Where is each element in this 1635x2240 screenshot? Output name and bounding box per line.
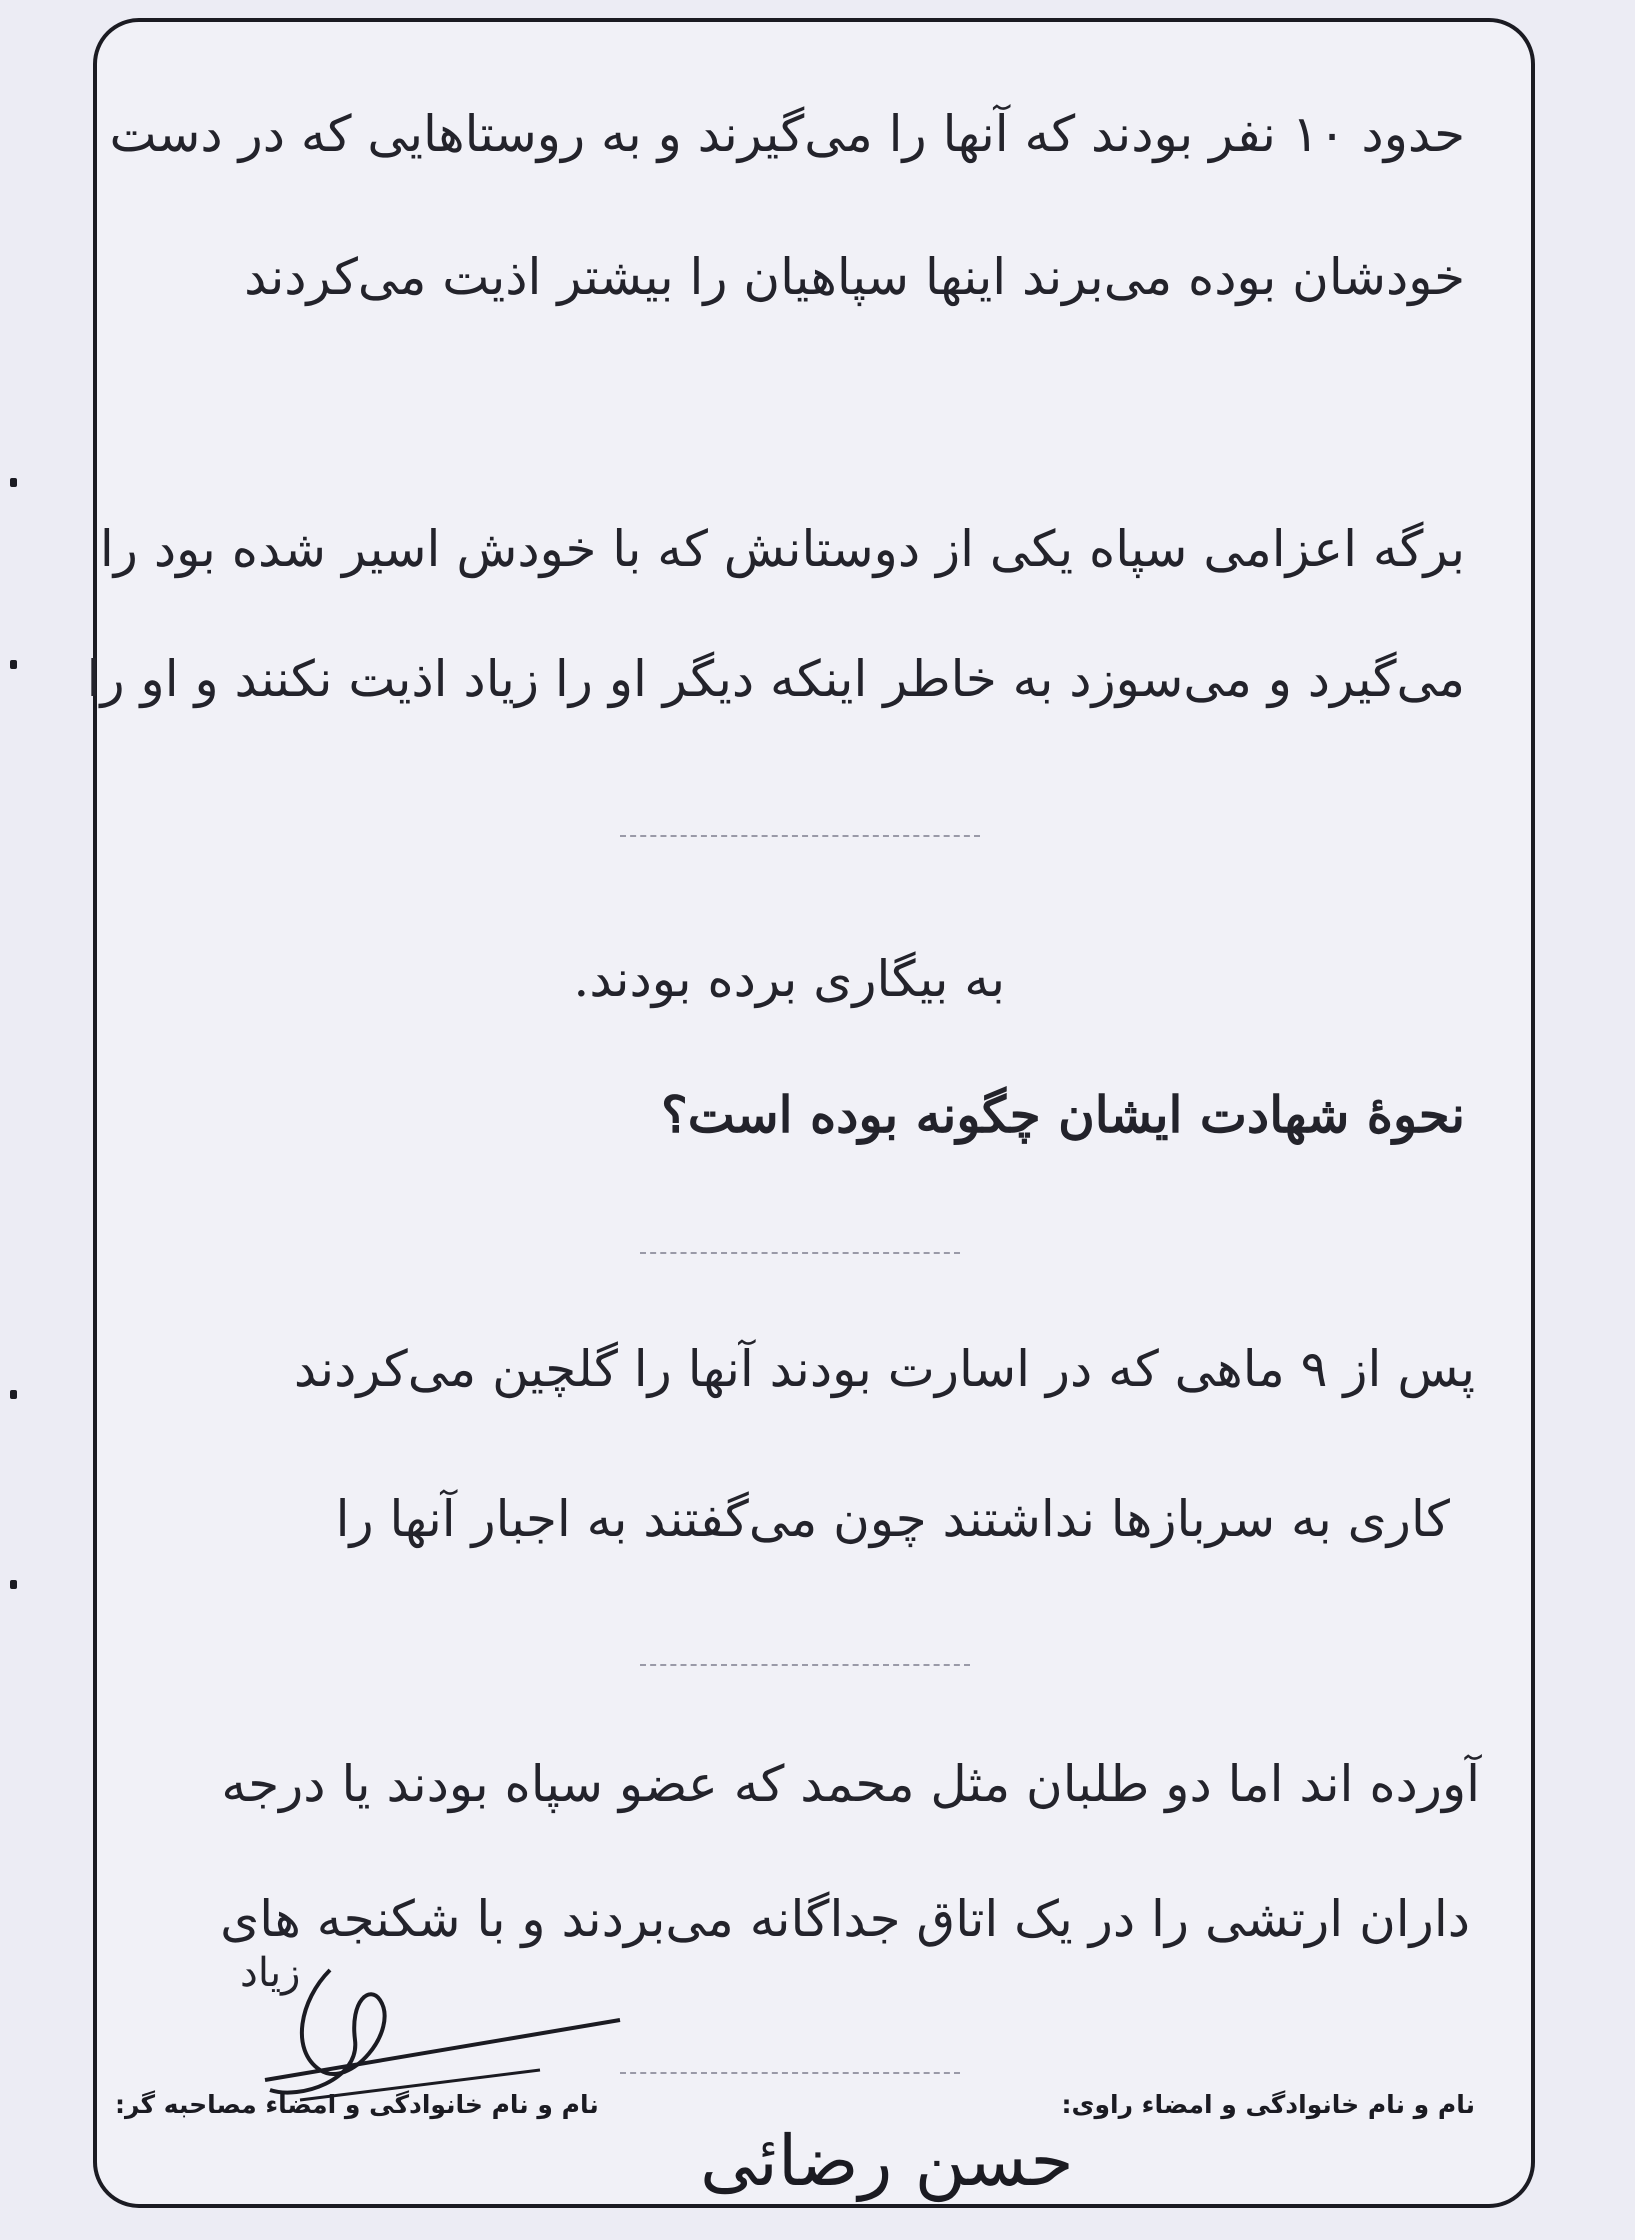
text-line-7: کاری به سربازها نداشتند چون می‌گفتند به اجبار آنها را [335,1490,1450,1548]
text-line-8: آورده اند اما دو طلبان مثل محمد که عضو سپاه بودند یا درجه [221,1755,1480,1813]
text-line-6: پس از ۹ ماهی که در اسارت بودند آنها را گلچین می‌کردند [293,1340,1475,1398]
margin-mark [10,660,17,669]
margin-mark [10,1580,17,1589]
divider-line [620,835,980,837]
margin-mark [10,478,17,487]
text-line-9: داران ارتشی را در یک اتاق جداگانه می‌بردند و با شکنجه های [220,1890,1470,1948]
text-line-5: به بیگاری برده بودند. [573,950,1005,1008]
interviewer-label: نام و نام خانوادگی و امضاء مصاحبه گر: [115,2090,599,2119]
question-heading: نحوهٔ شهادت ایشان چگونه بوده است؟ [661,1085,1465,1144]
interviewer-signature [260,1960,640,2120]
text-line-1: حدود ۱۰ نفر بودند که آنها را می‌گیرند و به روستاهایی که در دست [109,105,1465,163]
text-line-3: برگه اعزامی سپاه یکی از دوستانش که با خودش اسیر شده بود را [99,520,1465,578]
narrator-label: نام و نام خانوادگی و امضاء راوی: [1061,2090,1475,2119]
text-line-10: زیاد [240,1950,301,1996]
divider-line [640,1664,970,1666]
divider-line [620,2072,960,2074]
narrator-signature: حسن رضائی [700,2120,1074,2202]
divider-line [640,1252,960,1254]
margin-mark [10,1390,17,1399]
text-line-4: می‌گیرد و می‌سوزد به خاطر اینکه دیگر او را زیاد اذیت نکنند و او را [86,650,1465,708]
text-line-2: خودشان بوده می‌برند اینها سپاهیان را بیشتر اذیت می‌کردند [244,248,1465,306]
